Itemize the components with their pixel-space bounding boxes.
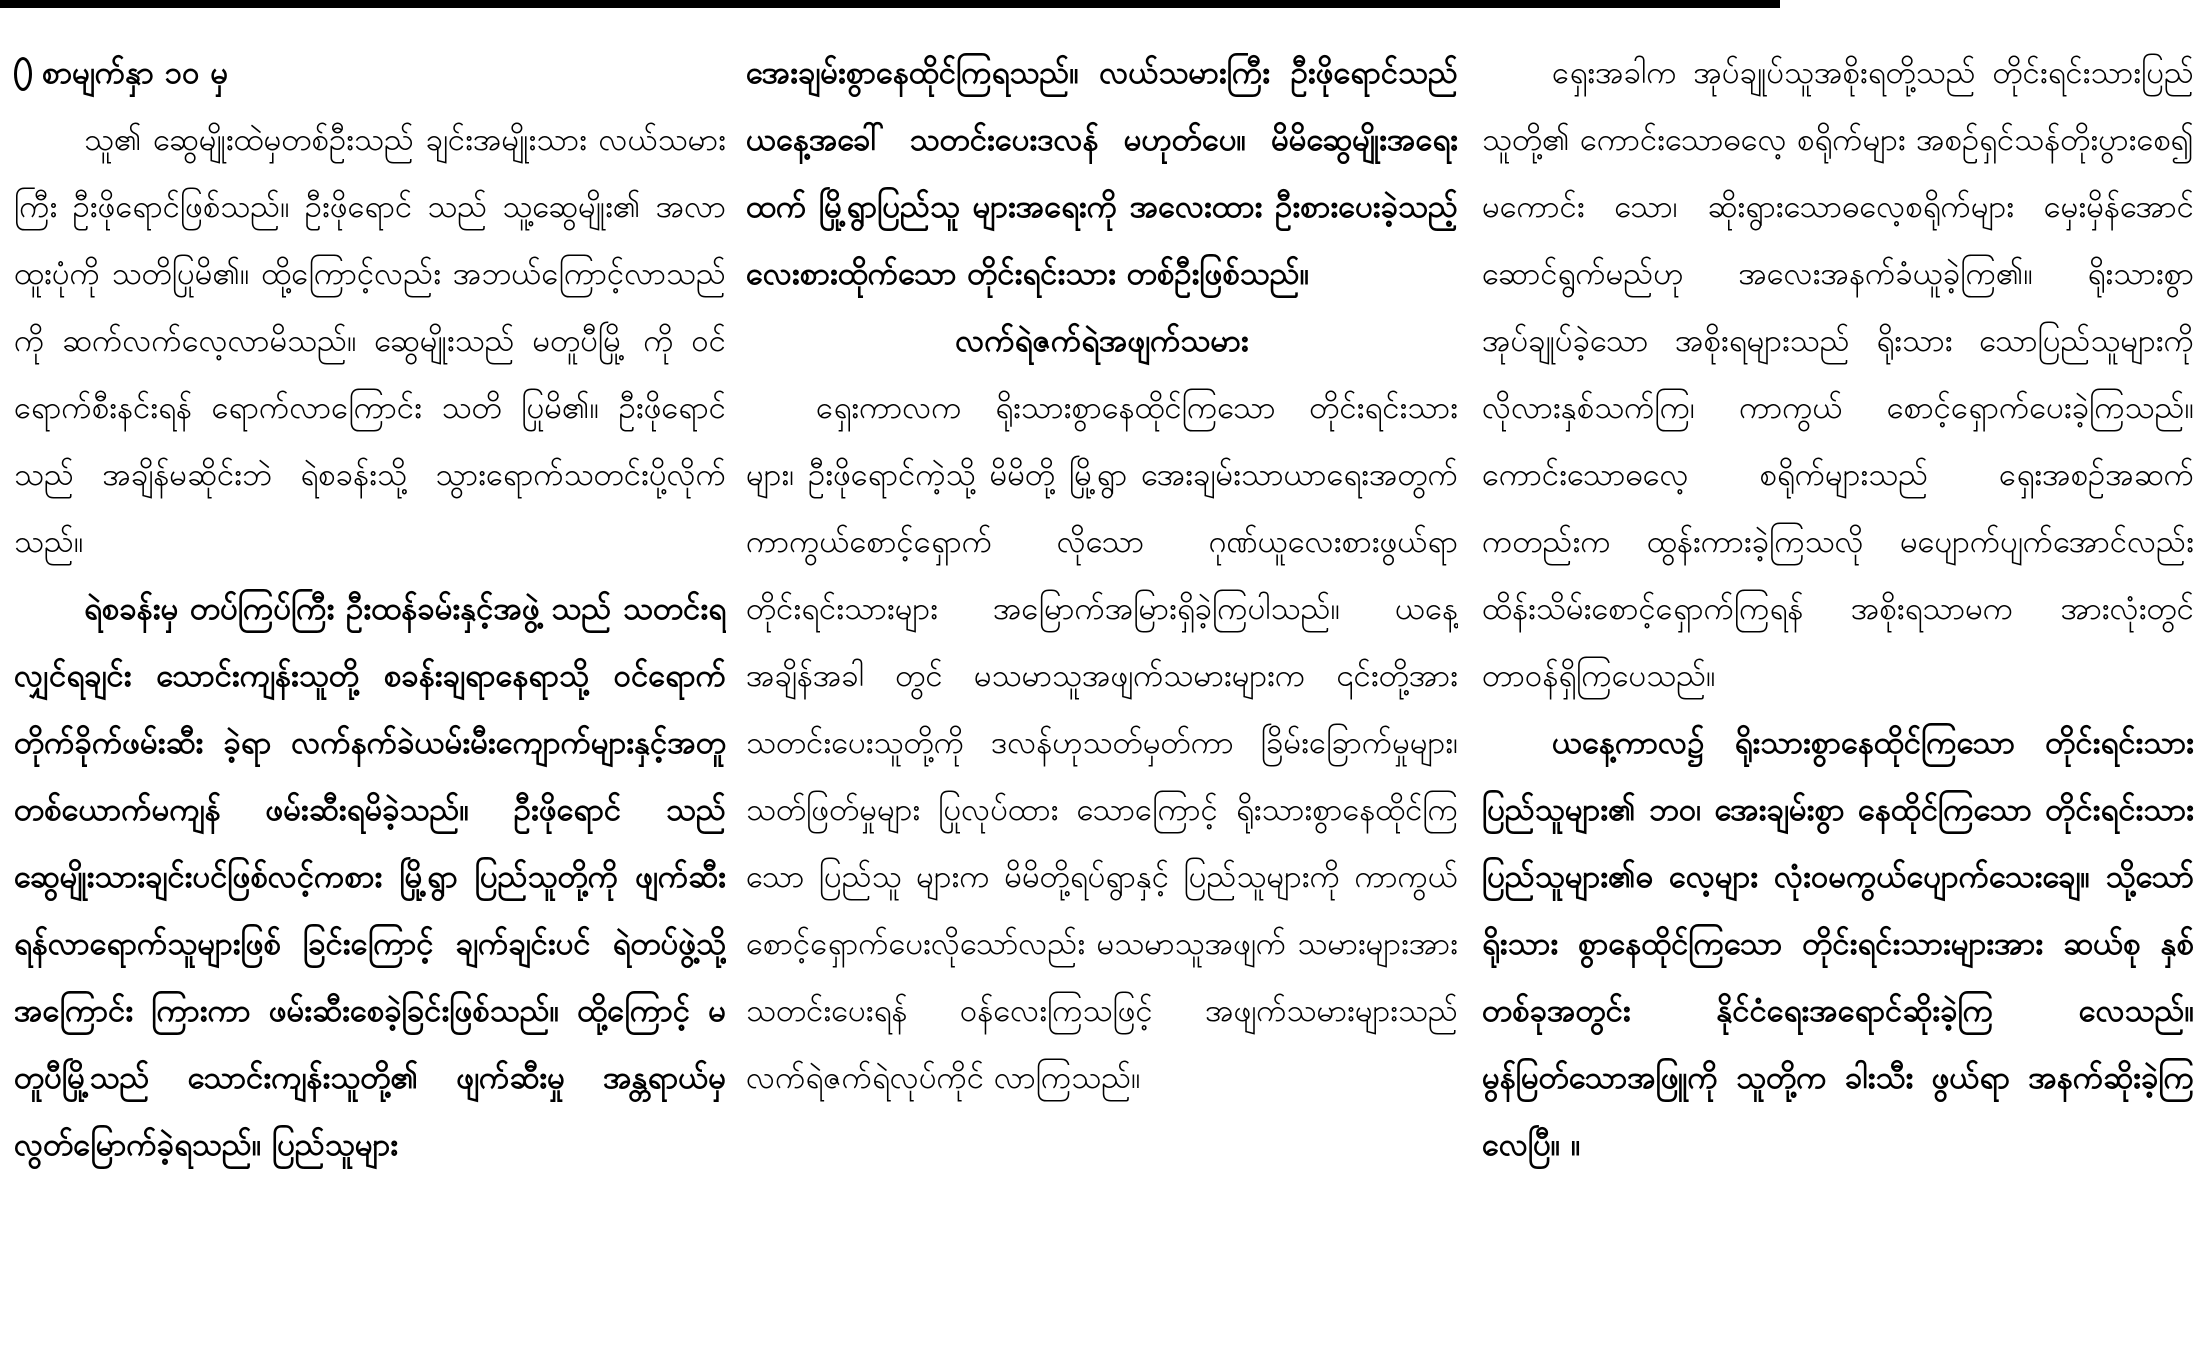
circle-bullet-icon — [14, 57, 32, 91]
section-subheading: လက်ရဲဇက်ရဲအဖျက်သမား — [955, 323, 1249, 359]
paragraph: သူ၏ ဆွေမျိုးထဲမှတစ်ဦးသည် ချင်းအမျိုးသား လယ်သမားကြီး ဦးဖိုရောင်ဖြစ်သည်။ ဦးဖိုရောင် သည် သူ့ဆွေမျိုး၏ အလာထူးပုံကို သတိပြုမိ၏။ ထို့ကြောင့်လည်း အဘယ်ကြောင့်လာသည်ကို ဆက်လက်လေ့လာမိသည်။ ဆွေမျိုးသည် မတူပီမြို့ ကို ဝင်ရောက်စီးနင်းရန် ရောက်လာကြောင်း သတိ ပြုမိ၏။ ဦးဖိုရောင်သည် အချိန်မဆိုင်းဘဲ ရဲစခန်းသို့ သွားရောက်သတင်းပို့လိုက်သည်။ — [14, 122, 726, 560]
paragraph: ယနေ့ကာလ၌ ရိုးသားစွာနေထိုင်ကြသော တိုင်းရင်းသားပြည်သူများ၏ ဘဝ၊ အေးချမ်းစွာ နေထိုင်ကြသော တိုင်းရင်းသားပြည်သူများ၏ဓ လေ့များ လုံးဝမကွယ်ပျောက်သေးချေ။ သို့သော် ရိုးသား စွာနေထိုင်ကြသော တိုင်းရင်းသားများအား ဆယ်စု နှစ်တစ်ခုအတွင်း နိုင်ငံရေးအရောင်ဆိုးခဲ့ကြ လေသည်။ မွန်မြတ်သောအဖြူကို သူတို့က ခါးသီး ဖွယ်ရာ အနက်ဆိုးခဲ့ကြလေပြီ။ ။ — [1482, 725, 2194, 1163]
top-border-rule — [0, 0, 1780, 8]
column-2 — [746, 40, 1458, 1340]
paragraph: အေးချမ်းစွာနေထိုင်ကြရသည်။ လယ်သမားကြီး ဦးဖိုရောင်သည် ယနေ့အခေါ် သတင်းပေးဒလန် မဟုတ်ပေ။ မိမိဆွေမျိုးအရေးထက် မြို့ရွာပြည်သူ များအရေးကို အလေးထား ဦးစားပေးခဲ့သည့် လေးစားထိုက်သော တိုင်းရင်းသား တစ်ဦးဖြစ်သည်။ — [746, 55, 1458, 292]
paragraph: ရှေးအခါက အုပ်ချုပ်သူအစိုးရတို့သည် တိုင်းရင်းသားပြည်သူတို့၏ ကောင်းသောဓလေ့ စရိုက်များ အစဉ်ရှင်သန်တိုးပွားစေ၍ မကောင်း သော၊ ဆိုးရွားသောဓလေ့စရိုက်များ မှေးမှိန်အောင် ဆောင်ရွက်မည်ဟု အလေးအနက်ခံယူခဲ့ကြ၏။ ရိုးသားစွာအုပ်ချုပ်ခဲ့သော အစိုးရများသည် ရိုးသား သောပြည်သူများကို လိုလားနှစ်သက်ကြ၊ ကာကွယ် စောင့်ရှောက်ပေးခဲ့ကြသည်။ ကောင်းသောဓလေ့ စရိုက်များသည် ရှေးအစဉ်အဆက်ကတည်းက ထွန်းကားခဲ့ကြသလို မပျောက်ပျက်အောင်လည်း ထိန်းသိမ်းစောင့်ရှောက်ကြရန် အစိုးရသာမက အားလုံးတွင်တာဝန်ရှိကြပေသည်။ — [1482, 55, 2194, 694]
paragraph: ရှေးကာလက ရိုးသားစွာနေထိုင်ကြသော တိုင်းရင်းသားများ၊ ဦးဖိုရောင်ကဲ့သို့ မိမိတို့ မြို့ရွာ အေးချမ်းသာယာရေးအတွက် ကာကွယ်စောင့်ရှောက် လိုသော ဂုဏ်ယူလေးစားဖွယ်ရာ တိုင်းရင်းသားများ အမြောက်အမြားရှိခဲ့ကြပါသည်။ ယနေ့အချိန်အခါ တွင် မသမာသူအဖျက်သမားများက ၎င်းတို့အား သတင်းပေးသူတို့ကို ဒလန်ဟုသတ်မှတ်ကာ ခြိမ်းခြောက်မှုများ၊ သတ်ဖြတ်မှုများ ပြုလုပ်ထား သောကြောင့် ရိုးသားစွာနေထိုင်ကြသော ပြည်သူ များက မိမိတို့ရပ်ရွာနှင့် ပြည်သူများကို ကာကွယ် စောင့်ရှောက်ပေးလိုသော်လည်း မသမာသူအဖျက် သမားများအား သတင်းပေးရန် ဝန်လေးကြသဖြင့် အဖျက်သမားများသည် လက်ရဲဇက်ရဲလုပ်ကိုင် လာကြသည်။ — [746, 390, 1458, 1096]
column-3 — [1482, 40, 2194, 1340]
continued-heading — [14, 40, 726, 107]
continued-from-label: စာမျက်နှာ ၁၀ မှ — [42, 55, 229, 91]
paragraph: ရဲစခန်းမှ တပ်ကြပ်ကြီး ဦးထန်ခမ်းနှင့်အဖွဲ့ သည် သတင်းရလျှင်ရချင်း သောင်းကျန်းသူတို့ စခန်းချရာနေရာသို့ ဝင်ရောက်တိုက်ခိုက်ဖမ်းဆီး ခဲ့ရာ လက်နက်ခဲယမ်းမီးကျောက်များနှင့်အတူ တစ်ယောက်မကျန် ဖမ်းဆီးရမိခဲ့သည်။ ဦးဖိုရောင် သည် ဆွေမျိုးသားချင်းပင်ဖြစ်လင့်ကစား မြို့ရွာ ပြည်သူတို့ကို ဖျက်ဆီးရန်လာရောက်သူများဖြစ် ခြင်းကြောင့် ချက်ချင်းပင် ရဲတပ်ဖွဲ့သို့ အကြောင်း ကြားကာ ဖမ်းဆီးစေခဲ့ခြင်းဖြစ်သည်။ ထို့ကြောင့် မတူပီမြို့သည် သောင်းကျန်းသူတို့၏ ဖျက်ဆီးမှု အန္တရာယ်မှ လွတ်မြောက်ခဲ့ရသည်။ ပြည်သူများ — [14, 591, 726, 1163]
column-1 — [14, 40, 726, 1340]
